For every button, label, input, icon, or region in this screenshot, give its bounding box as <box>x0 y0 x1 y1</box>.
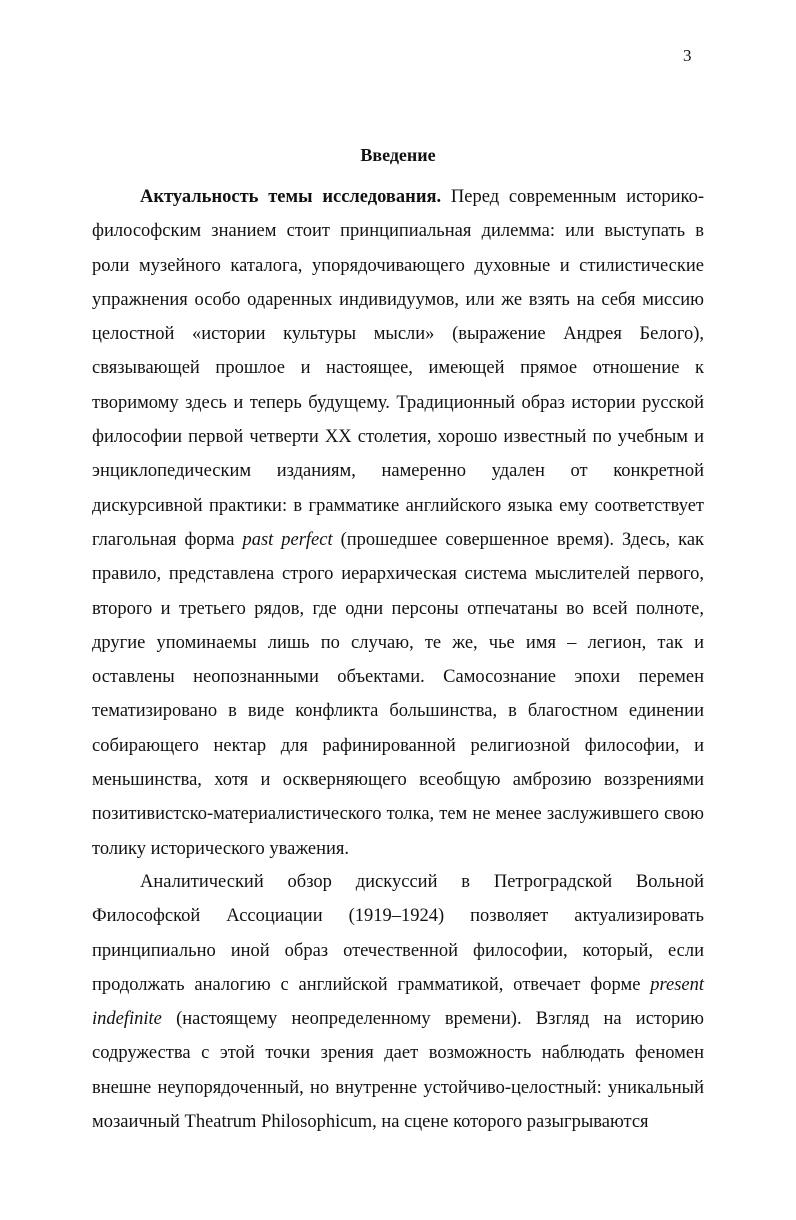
page-title: Введение <box>360 145 436 165</box>
italic-term: past perfect <box>242 529 333 550</box>
paragraph-analysis <box>92 865 704 1139</box>
paragraph-lead: Актуальность темы исследования. <box>140 187 442 207</box>
paragraph-text: (настоящему неопределенному времени). Взгляд на историю содружества с этой точки зрения дает возможность наблюдать феномен внешне неупорядоченный, но внутренне устойчиво-целостный: уникальный мозаичный Theatrum Philosophicum, на сцене которого разыгрываются <box>92 1009 704 1133</box>
page-number: 3 <box>683 46 692 65</box>
paragraph-text: Перед современным историко-философским знанием стоит принципиальная дилемма: или выступать в роли музейного каталога, упорядочивающего духовные и стилистические упражнения особо одаренных индивидуумов, или же взять на себя миссию целостной «истории культуры мысли» (выражение Андрея Белого), связывающей прошлое и настоящее, имеющей прямое отношение к творимому здесь и теперь будущему. Традиционный образ истории русской философии первой четверти XX столетия, хорошо известный по учебным и энциклопедическим изданиям, намеренно удален от конкретной дискурсивной практики: в грамматике английского языка ему соответствует глагольная форма <box>92 187 705 550</box>
paragraph-text: Аналитический обзор дискуссий в Петроградской Вольной Философской Ассоциации (1919–1924) позволяет актуализировать принципиально иной образ отечественной философии, который, если продолжать аналогию с английской грамматикой, отвечает форме <box>92 872 704 995</box>
paragraph-text: (прошедшее совершенное время). Здесь, как правило, представлена строго иерархическая система мыслителей первого, второго и третьего рядов, где одни персоны отпечатаны во всей полноте, другие упоминаемы лишь по случаю, те же, чье имя – легион, так и оставлены неопознанными объектами. Самосознание эпохи перемен тематизировано в виде конфликта большинства, в благостном единении собирающего нектар для рафинированной религиозной философии, и меньшинства, хотя и оскверняющего всеобщую амброзию воззрениями позитивистско-материалистического толка, тем не менее заслужившего свою толику исторического уважения. <box>92 529 705 859</box>
italic-term: present indefinite <box>92 974 704 1030</box>
paragraph-relevance <box>92 180 704 866</box>
